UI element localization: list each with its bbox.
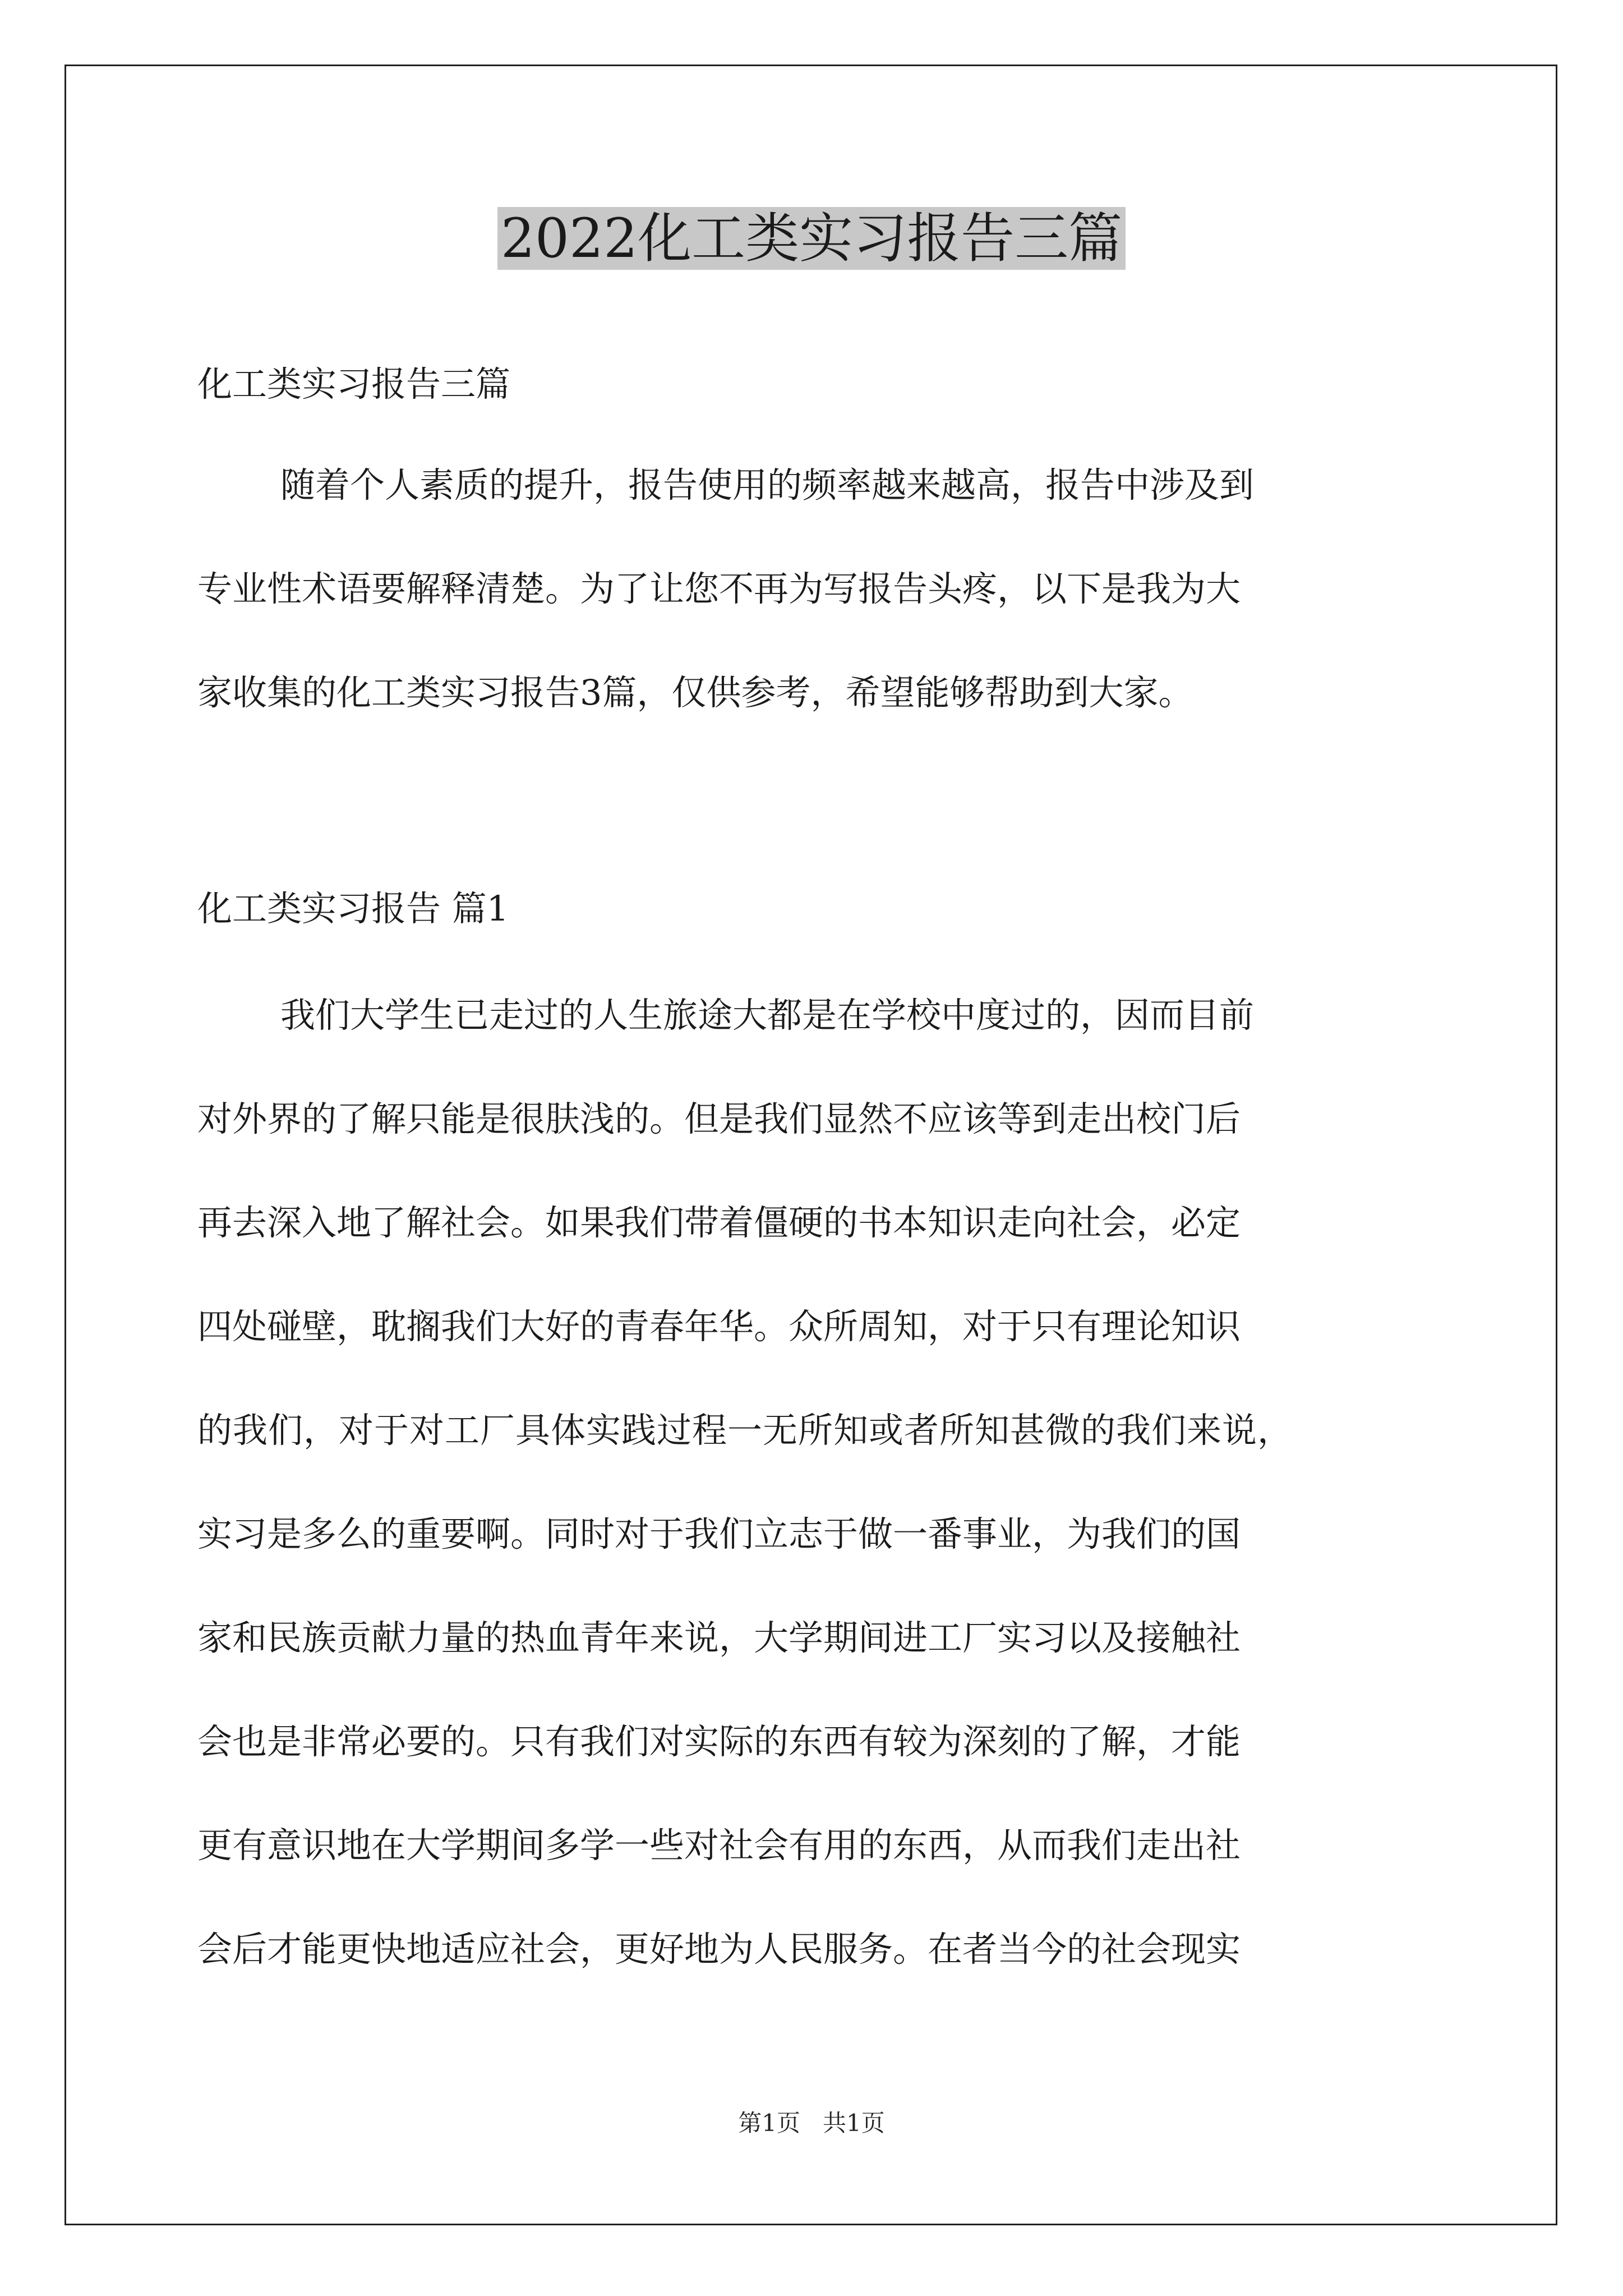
section-line-2: 对外界的了解只能是很肤浅的。但是我们显然不应该等到走出校门后 [197,1098,1241,1139]
section-line-1: 我们大学生已走过的人生旅途大都是在学校中度过的，因而目前 [280,995,1255,1036]
section-line-6: 实习是多么的重要啊。同时对于我们立志于做一番事业，为我们的国 [197,1513,1241,1554]
page-footer [0,2106,1623,2140]
section-line-4: 四处碰壁，耽搁我们大好的青春年华。众所周知，对于只有理论知识 [197,1306,1241,1347]
intro-line-2: 专业性术语要解释清楚。为了让您不再为写报告头疼，以下是我为大 [197,568,1241,609]
section-line-7: 家和民族贡献力量的热血青年来说，大学期间进工厂实习以及接触社 [197,1617,1241,1658]
section-line-9: 更有意识地在大学期间多学一些对社会有用的东西，从而我们走出社 [197,1825,1241,1866]
page-number: 第1页 [738,2109,800,2137]
document-title [0,202,1623,275]
intro-line-1: 随着个人素质的提升，报告使用的频率越来越高，报告中涉及到 [280,464,1255,505]
section-line-3: 再去深入地了解社会。如果我们带着僵硬的书本知识走向社会，必定 [197,1202,1241,1243]
document-title-text: 2022化工类实习报告三篇 [497,207,1126,270]
intro-line-3: 家收集的化工类实习报告3篇，仅供参考，希望能够帮助到大家。 [197,672,1193,713]
section-line-5: 的我们，对于对工厂具体实践过程一无所知或者所知甚微的我们来说， [197,1410,1293,1451]
page-total: 共1页 [823,2109,885,2137]
section-heading: 化工类实习报告 篇1 [197,888,509,929]
document-subtitle: 化工类实习报告三篇 [197,364,511,404]
section-line-8: 会也是非常必要的。只有我们对实际的东西有较为深刻的了解，才能 [197,1721,1241,1762]
section-line-10: 会后才能更快地适应社会，更好地为人民服务。在者当今的社会现实 [197,1929,1241,1970]
